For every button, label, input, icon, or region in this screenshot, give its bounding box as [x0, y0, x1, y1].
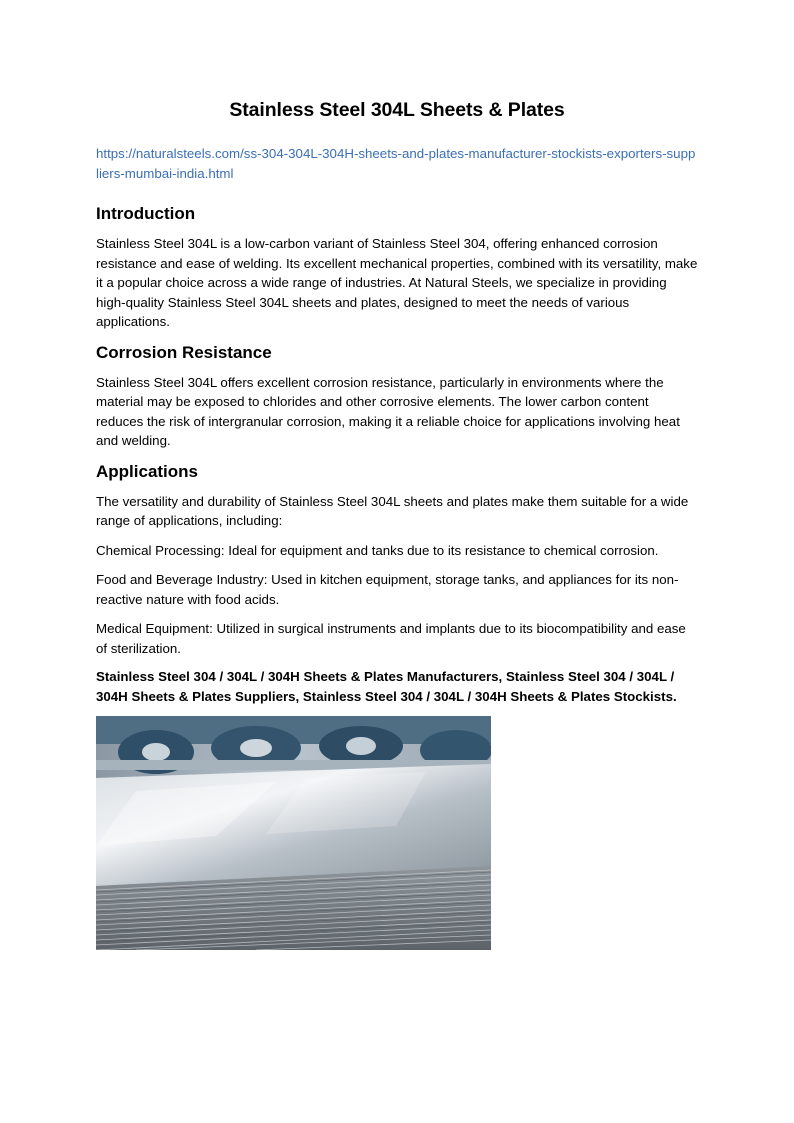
- application-item-chemical: Chemical Processing: Ideal for equipment and tanks due to its resistance to chemical corrosion.: [96, 542, 659, 558]
- application-item-medical: Medical Equipment: Utilized in surgical instruments and implants due to its biocompatibility and ease of sterilization.: [96, 621, 686, 656]
- document-title: Stainless Steel 304L Sheets & Plates: [229, 99, 565, 121]
- keywords-paragraph: Stainless Steel 304 / 304L / 304H Sheets & Plates Manufacturers, Stainless Steel 304 / 304L / 304H Sheets & Plates Suppliers, Stainless Steel 304 / 304L / 304H Sheets & Plates Stockists.: [96, 669, 677, 704]
- corrosion-resistance-heading: Corrosion Resistance: [96, 342, 272, 362]
- introduction-heading: Introduction: [96, 204, 196, 223]
- source-link[interactable]: https://naturalsteels.com/ss-304-304L-304H-sheets-and-plates-manufacturer-stockists-exporters-suppliers-mumbai-india.html: [96, 146, 696, 181]
- introduction-paragraph: Stainless Steel 304L is a low-carbon variant of Stainless Steel 304, offering enhanced corrosion resistance and ease of welding. Its excellent mechanical properties, combined with its versatility, make it a popular choice across a wide range of industries. At Natural Steels, we specialize in providing high-quality Stainless Steel 304L sheets and plates, designed to meet the needs of various applications.: [96, 236, 698, 329]
- applications-intro-paragraph: The versatility and durability of Stainless Steel 304L sheets and plates make them suitable for a wide range of applications, including:: [96, 493, 689, 528]
- stacked-steel-sheets-photo: [96, 716, 491, 950]
- corrosion-resistance-paragraph: Stainless Steel 304L offers excellent corrosion resistance, particularly in environments where the material may be exposed to chlorides and other corrosive elements. The lower carbon content reduces the risk of intergranular corrosion, making it a reliable choice for applications involving heat and welding.: [96, 374, 680, 448]
- applications-heading: Applications: [96, 461, 199, 481]
- application-item-food: Food and Beverage Industry: Used in kitchen equipment, storage tanks, and appliances for its non-reactive nature with food acids.: [96, 572, 679, 607]
